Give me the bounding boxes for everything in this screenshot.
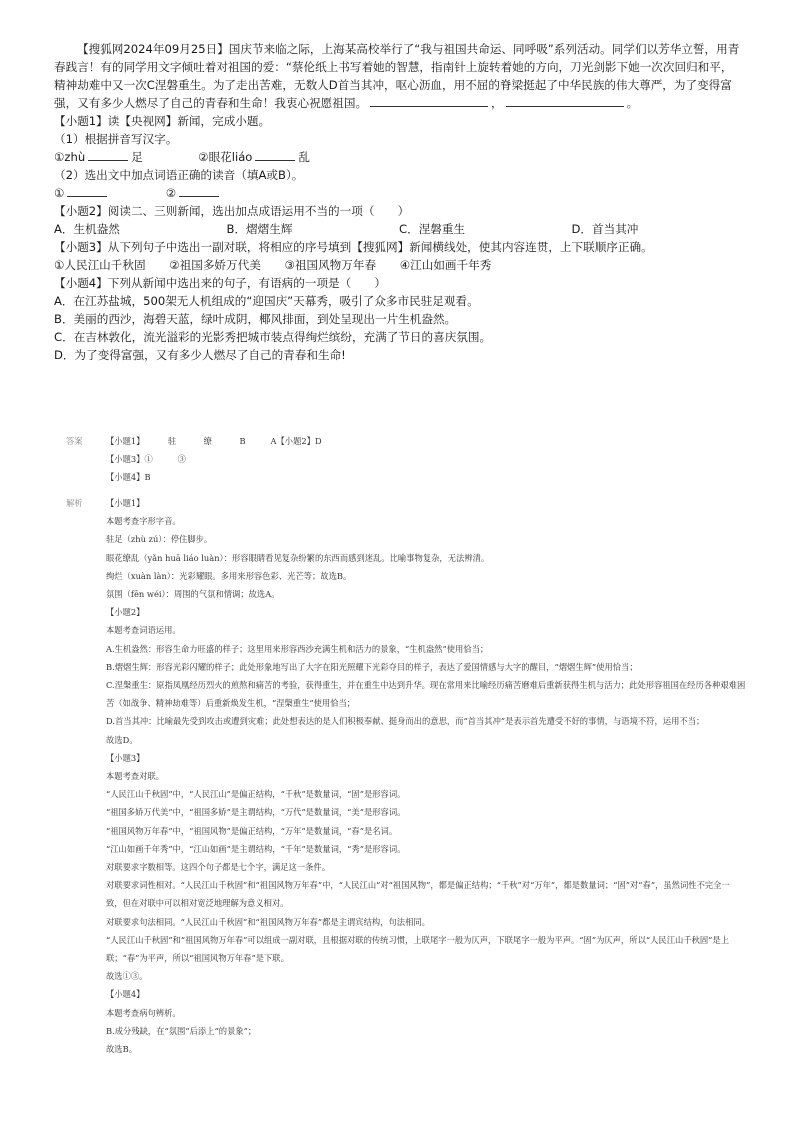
couplet-blank-lower (506, 94, 624, 107)
reading-blank-1 (67, 184, 107, 197)
pinyin-a-suffix: 足 (131, 150, 143, 164)
analysis-section (66, 494, 746, 1058)
q3-option-1: ①人民江山千秋固 (54, 258, 146, 272)
analysis-line: “祖国风物万年春”中，“祖国风物”是偏正结构，“万年”是数量词，“春”是名词。 (106, 825, 398, 836)
analysis-line: “人民江山千秋固”中，“人民江山”是偏正结构，“千秋”是数量词，“固”是形容词。 (106, 789, 406, 800)
analysis-line: 【小题4】 (106, 989, 145, 1000)
analysis-line: 绚烂（xuàn làn）：光彩耀眼。多用来形容色彩、光芒等；故选B。 (106, 570, 352, 581)
pinyin-b-prefix: ②眼花liáo (198, 150, 253, 164)
analysis-line: 眼花缭乱（yǎn huā liáo luàn）：形容眼睛看见复杂纷繁的东西而感到迷乱。比喻事物复杂，无法辨清。 (106, 552, 490, 563)
analysis-line: D.首当其冲：比喻最先受到攻击或遭到灾难；此处想表达的是人们积极奉献、挺身而出的意思，而“首当其冲”是表示首先遭受不好的事情，与语境不符，运用不当； (106, 716, 705, 727)
analysis-line: C.涅槃重生：原指凤凰经历烈火的煎熬和痛苦的考验，获得重生，并在重生中达到升华。现在常用来比喻经历痛苦磨难后重新获得生机与活力；此处形容祖国在经历各种艰难困苦（如战争、精神劫难等）后重新焕发生机，“涅槃重生”使用恰当； (106, 680, 746, 709)
q4-title: 【小题4】下列从新闻中选出来的句子，有语病的一项是（ ） (54, 276, 387, 290)
answer-label: 答案 (66, 436, 83, 446)
analysis-line: B.成分残缺，在“氛围”后添上“的景象”； (106, 1025, 257, 1036)
analysis-line: 本题考查对联。 (106, 771, 165, 782)
analysis-line: 本题考查字形字音。 (106, 516, 181, 527)
q4-option-b: B．美丽的西沙，海碧天蓝，绿叶成阴，椰风排面，到处呈现出一片生机盎然。 (54, 312, 457, 326)
q4-option-a: A．在江苏盐城，500架无人机组成的“迎国庆”天幕秀，吸引了众多市民驻足观看。 (54, 294, 479, 308)
analysis-line: A.生机盎然：形容生命力旺盛的样子；这里用来形容西沙充满生机和活力的景象，“生机盎然”使用恰当； (106, 643, 489, 654)
analysis-line: 氛围（fēn wéi）：周围的气氛和情调；故选A。 (106, 589, 280, 600)
q2-option-d: D．首当其冲 (571, 222, 639, 236)
answer-line-3: 【小题4】B (106, 472, 151, 483)
q3-option-4: ④江山如画千年秀 (399, 258, 492, 272)
analysis-label: 解析 (66, 498, 83, 508)
q4-option-c: C．在吉林敦化，流光溢彩的光影秀把城市装点得绚烂缤纷，充满了节日的喜庆氛围。 (54, 330, 492, 344)
q3-option-2: ②祖国多娇万代美 (169, 258, 261, 272)
passage-text: 【搜狐网2024年09月25日】国庆节来临之际，上海某高校举行了“我与祖国共命运、同呼吸”系列活动。同学们以芳华立誓，用青春践言！有的同学用文字倾吐着对祖国的爱：“蔡伦纸上书写着她的智慧，指南针上旋转着她的方向，刀光剑影下她一次次回归和平，精神劫难中又一次C涅磐重生。为了走出苦难，无数人D首当其冲，呕心沥血，用不屈的脊梁挺起了中华民族的伟大尊严，为了变得富强，又有多少人燃尽了自己的青春和生命！我衷心祝愿祖国。 ， 。 (54, 42, 740, 110)
reading-blank-2-label: ② (165, 186, 177, 200)
analysis-line: 故选①③。 (106, 971, 148, 982)
analysis-line: 本题考查病句辨析。 (106, 1007, 181, 1018)
reading-blank-2 (179, 184, 219, 197)
q1-part1: （1）根据拼音写汉字。 (54, 132, 178, 146)
q3-option-3: ③祖国风物万年春 (284, 258, 377, 272)
analysis-line: “人民江山千秋固”和“祖国风物万年春”可以组成一副对联，且根据对联的传统习惯，上联尾字一般为仄声，下联尾字一般为平声。“固”为仄声，所以“人民江山千秋固”是上联；“春”为平声，所以“祖国风物万年春”是下联。 (106, 934, 730, 964)
analysis-line: “祖国多娇万代美”中，“祖国多娇”是主谓结构，“万代”是数量词，“美”是形容词。 (106, 807, 406, 818)
couplet-blank-upper (370, 94, 488, 107)
answer-line-2: 【小题3】① ③ (106, 454, 186, 465)
q2-option-a: A．生机盎然 (54, 222, 120, 236)
reading-blank-1-label: ① (54, 186, 65, 200)
analysis-line: 故选B。 (106, 1044, 137, 1055)
analysis-line: B.熠熠生辉：形容光彩闪耀的样子；此处形象地写出了大字在阳光照耀下光彩夺目的样子，表达了爱国情感与大字的醒目，“熠熠生辉”使用恰当； (106, 661, 638, 672)
q1-title: 【小题1】读【央视网】新闻，完成小题。 (54, 114, 271, 128)
passage-body: 【搜狐网2024年09月25日】国庆节来临之际，上海某高校举行了“我与祖国共命运、同呼吸”系列活动。同学们以芳华立誓，用青春践言！有的同学用文字倾吐着对祖国的爱：“蔡伦纸上书写着她的智慧，指南针上旋转着她的方向，刀光剑影下她一次次回归和平，精神劫难中又一次C涅磐重生。为了走出苦难，无数人D首当其冲，呕心沥血，用不屈的脊梁挺起了中华民族的伟大尊严，为了变得富强，又有多少人燃尽了自己的青春和生命！我衷心祝愿祖国。 (54, 42, 740, 110)
q2-option-c: C．涅磐重生 (399, 222, 466, 236)
analysis-body (106, 494, 746, 1058)
q2-title: 【小题2】阅读二、三则新闻，选出加点成语运用不当的一项（ ） (54, 204, 410, 218)
analysis-line: 【小题2】 (106, 607, 145, 618)
analysis-line: 故选D。 (106, 734, 138, 745)
analysis-line: 对联要求词性相对。“人民江山千秋固”和“祖国风物万年春”中，“人民江山”对“祖国风物”，都是偏正结构；“千秋”对“万年”，都是数量词；“固”对“春”，虽然词性不完全一致，但在对联中可以相对宽泛地理解为意义相对。 (106, 880, 730, 909)
q2-options (54, 220, 744, 238)
answer-section (66, 432, 746, 487)
q1-pinyin-row (54, 148, 744, 166)
analysis-line: 本题考查词语运用。 (106, 625, 181, 636)
pinyin-a-blank (88, 148, 128, 161)
q3-title: 【小题3】从下列句子中选出一副对联，将相应的序号填到【搜狐网】新闻横线处，使其内容连贯，上下联顺序正确。 (54, 240, 653, 254)
q1-part2: （2）选出文中加点词语正确的读音（填A或B）。 (54, 168, 304, 182)
pinyin-b-suffix: 乱 (298, 150, 311, 164)
passage-end: 。 (626, 96, 639, 110)
analysis-line: 【小题3】 (106, 752, 145, 763)
analysis-line: “江山如画千年秀”中，“江山如画”是主谓结构，“千年”是数量词，“秀”是形容词。 (106, 843, 406, 854)
q2-option-b: B．熠熠生辉 (226, 222, 293, 236)
answer-line-1: 【小题1】 驻 缭 B A【小题2】D (106, 436, 322, 446)
q4-option-d: D．为了变得富强，又有多少人燃尽了自己的青春和生命! (54, 348, 346, 362)
analysis-line: 对联要求字数相等。这四个句子都是七个字，满足这一条件。 (106, 862, 331, 873)
q3-options (54, 256, 744, 274)
pinyin-b-blank (255, 148, 295, 161)
pinyin-a-prefix: ①zhù (54, 150, 86, 164)
analysis-line: 驻足（zhù zú）：停住脚步。 (106, 534, 213, 545)
q1-reading-blanks (54, 184, 744, 202)
question-section (54, 40, 744, 364)
analysis-line: 【小题1】 (106, 498, 145, 508)
analysis-line: 对联要求句法相同。“人民江山千秋固”和“祖国风物万年春”都是主谓宾结构，句法相同。 (106, 916, 430, 927)
